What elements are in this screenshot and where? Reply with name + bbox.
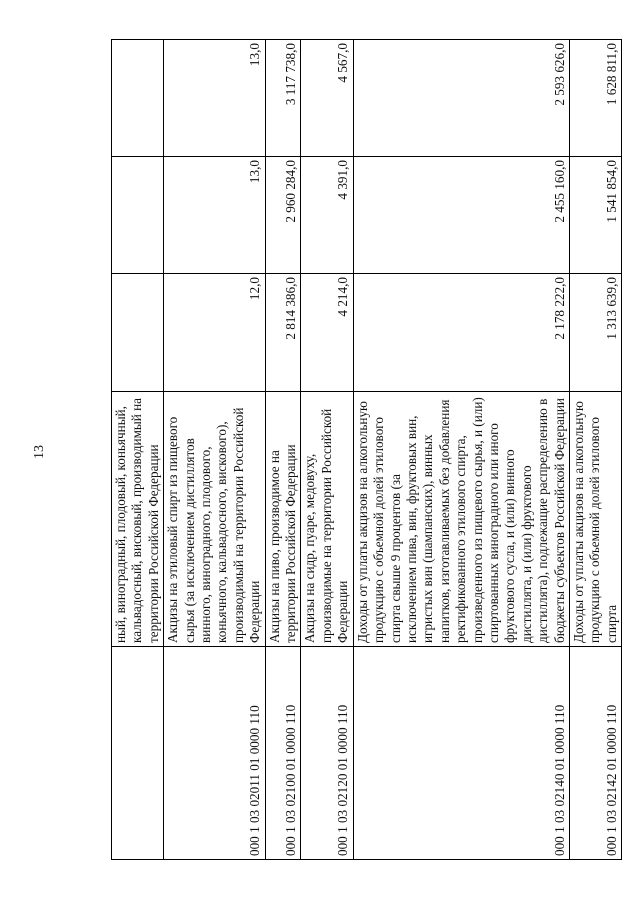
revenue-name-cell: Акцизы на сидр, пуаре, медовуху, производимые на территории Российской Федерации (301, 392, 353, 647)
value-cell-3: 2 593 626,0 (353, 40, 569, 157)
revenue-name-cell: Акцизы на пиво, производимое на территории Российской Федерации (265, 392, 301, 647)
revenue-name-cell: Акцизы на этиловый спирт из пищевого сырья (за исключением дистиллятов винного, виноградного, плодового, коньячного, кальвадосного, вискового), производимый на территории Российской Федерации (164, 392, 265, 647)
table-row (164, 40, 265, 860)
budget-revenue-table (111, 39, 622, 860)
rotated-table-container (111, 40, 619, 860)
budget-code-cell: 000 1 03 02142 01 0000 110 (569, 647, 621, 860)
budget-code-cell: 000 1 03 02140 01 0000 110 (353, 647, 569, 860)
table-row (265, 40, 301, 860)
table-row (569, 40, 621, 860)
revenue-name-cell: Доходы от уплаты акцизов на алкогольную продукцию с объемной долей этилового спирта (569, 392, 621, 647)
budget-code-cell: 000 1 03 02120 01 0000 110 (301, 647, 353, 860)
value-cell-3: 4 567,0 (301, 40, 353, 157)
value-cell-1: 4 214,0 (301, 274, 353, 392)
budget-code-cell (112, 647, 164, 860)
value-cell-3: 1 628 811,0 (569, 40, 621, 157)
revenue-name-cell: Доходы от уплаты акцизов на алкогольную продукцию с объемной долей этилового спирта свыше 9 процентов (за исключением пива, вин, фруктовых вин, игристых вин (шампанских), винных напитков, изготавливаемых без добавления ректификованного этилового спирта, произведенного из пищевого сырья, и (или) спиртованных виноградного или иного фруктового сусла, и (или) винного дистиллята, и (или) фруктового дистиллята), подлежащие распределению в бюджеты субъектов Российской Федерации (353, 392, 569, 647)
page-number: 13 (32, 445, 47, 459)
table-row (112, 40, 164, 860)
table-row (301, 40, 353, 860)
value-cell-2 (112, 157, 164, 274)
value-cell-2: 13,0 (164, 157, 265, 274)
value-cell-1: 12,0 (164, 274, 265, 392)
value-cell-2: 1 541 854,0 (569, 157, 621, 274)
table-row (353, 40, 569, 860)
value-cell-1: 1 313 639,0 (569, 274, 621, 392)
budget-code-cell: 000 1 03 02100 01 0000 110 (265, 647, 301, 860)
value-cell-1: 2 178 222,0 (353, 274, 569, 392)
value-cell-3: 13,0 (164, 40, 265, 157)
budget-code-cell: 000 1 03 02011 01 0000 110 (164, 647, 265, 860)
value-cell-2: 2 960 284,0 (265, 157, 301, 274)
revenue-name-cell: ный, виноградный, плодовый, коньячный, кальвадосный, висковый, производимый на территории Российской Федерации (112, 392, 164, 647)
value-cell-1 (112, 274, 164, 392)
value-cell-3 (112, 40, 164, 157)
value-cell-3: 3 117 738,0 (265, 40, 301, 157)
value-cell-1: 2 814 386,0 (265, 274, 301, 392)
value-cell-2: 4 391,0 (301, 157, 353, 274)
value-cell-2: 2 455 160,0 (353, 157, 569, 274)
